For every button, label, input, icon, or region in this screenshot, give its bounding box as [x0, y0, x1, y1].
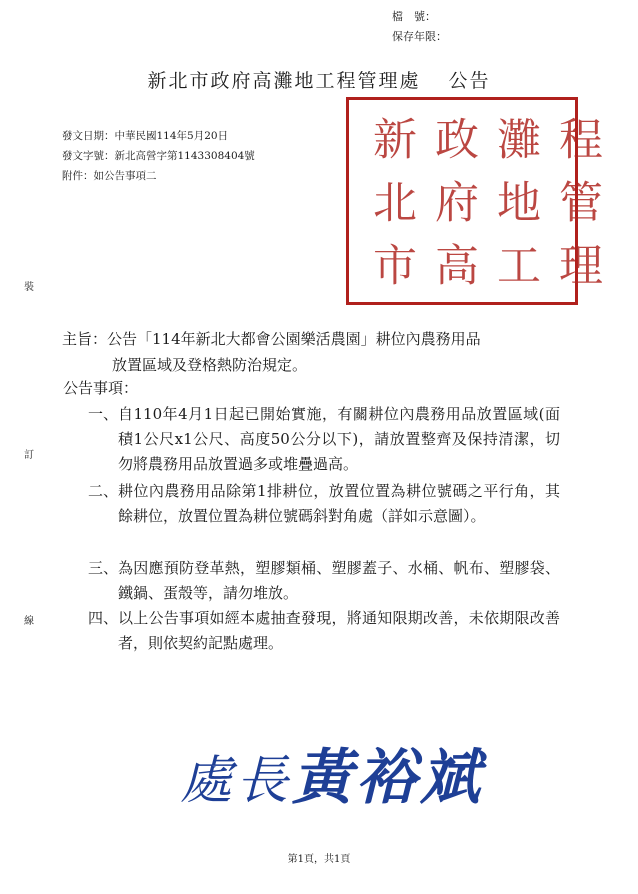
agency-name: 新北市政府高灘地工程管理處 [147, 70, 421, 92]
seal-char: 高 [427, 242, 478, 287]
retention-label: 保存年限： [392, 30, 447, 43]
item-text: 以上公告事項如經本處抽查發現，將通知限期改善，未依期限改善者，則依契約記點處理。 [118, 609, 560, 652]
issue-date: 發文日期：中華民國114年5月20日 [62, 130, 229, 142]
seal-char: 府 [427, 178, 478, 223]
notice-item-4 [88, 606, 560, 656]
notice-item-1 [88, 402, 560, 477]
signature-title: 處長 [180, 751, 293, 811]
signature-name: 黃裕斌 [292, 743, 485, 813]
item-number: 三、 [88, 559, 119, 577]
notice-heading: 公告事項： [63, 379, 139, 397]
subject-label: 主旨： [62, 330, 108, 348]
binding-mark-top: 裝 [24, 282, 34, 293]
item-number: 四、 [88, 609, 119, 627]
binding-mark-bottom: 線 [24, 616, 34, 627]
attachment-note: 附件：如公告事項二 [62, 170, 157, 182]
seal-char: 地 [489, 178, 540, 223]
item-text: 耕位內農務用品除第1排耕位，放置位置為耕位號碼之平行角，其餘耕位，放置位置為耕位號碼斜對角處（詳如示意圖）。 [118, 482, 560, 525]
seal-char: 管 [551, 178, 602, 223]
binding-mark-middle: 訂 [24, 450, 34, 461]
director-signature [180, 730, 484, 816]
file-number-label: 檔 號： [392, 10, 436, 23]
subject-line-1: 公告「114年新北大都會公園樂活農園」耕位內農務用品 [107, 330, 481, 348]
official-seal [346, 97, 602, 305]
seal-char: 市 [365, 242, 416, 287]
subject-line-2: 放置區域及登格熱防治規定。 [112, 356, 308, 374]
item-text: 自110年4月1日起已開始實施，有關耕位內農務用品放置區域(面積1公尺x1公尺、高度50公分以下)，請放置整齊及保持清潔，切勿將農務用品放置過多或堆疊過高。 [118, 405, 560, 473]
seal-char: 北 [365, 178, 416, 223]
item-number: 一、 [88, 405, 119, 423]
notice-item-2 [88, 479, 560, 529]
doc-type: 公告 [448, 70, 491, 92]
item-text: 為因應預防登革熱，塑膠類桶、塑膠蓋子、水桶、帆布、塑膠袋、鐵鍋、蛋殼等，請勿堆放。 [118, 559, 560, 602]
seal-char: 理 [551, 242, 602, 287]
seal-char: 新 [365, 115, 416, 160]
page-footer: 第1頁，共1頁 [287, 854, 351, 865]
item-number: 二、 [88, 482, 119, 500]
seal-char: 灘 [489, 115, 540, 160]
notice-item-3 [88, 556, 560, 606]
document-number: 發文字號：新北高營字第1143308404號 [62, 150, 255, 162]
seal-char: 政 [427, 115, 478, 160]
seal-char: 工 [489, 242, 540, 287]
page-title [0, 66, 638, 93]
subject-section [62, 326, 567, 378]
seal-char: 程 [551, 115, 602, 160]
